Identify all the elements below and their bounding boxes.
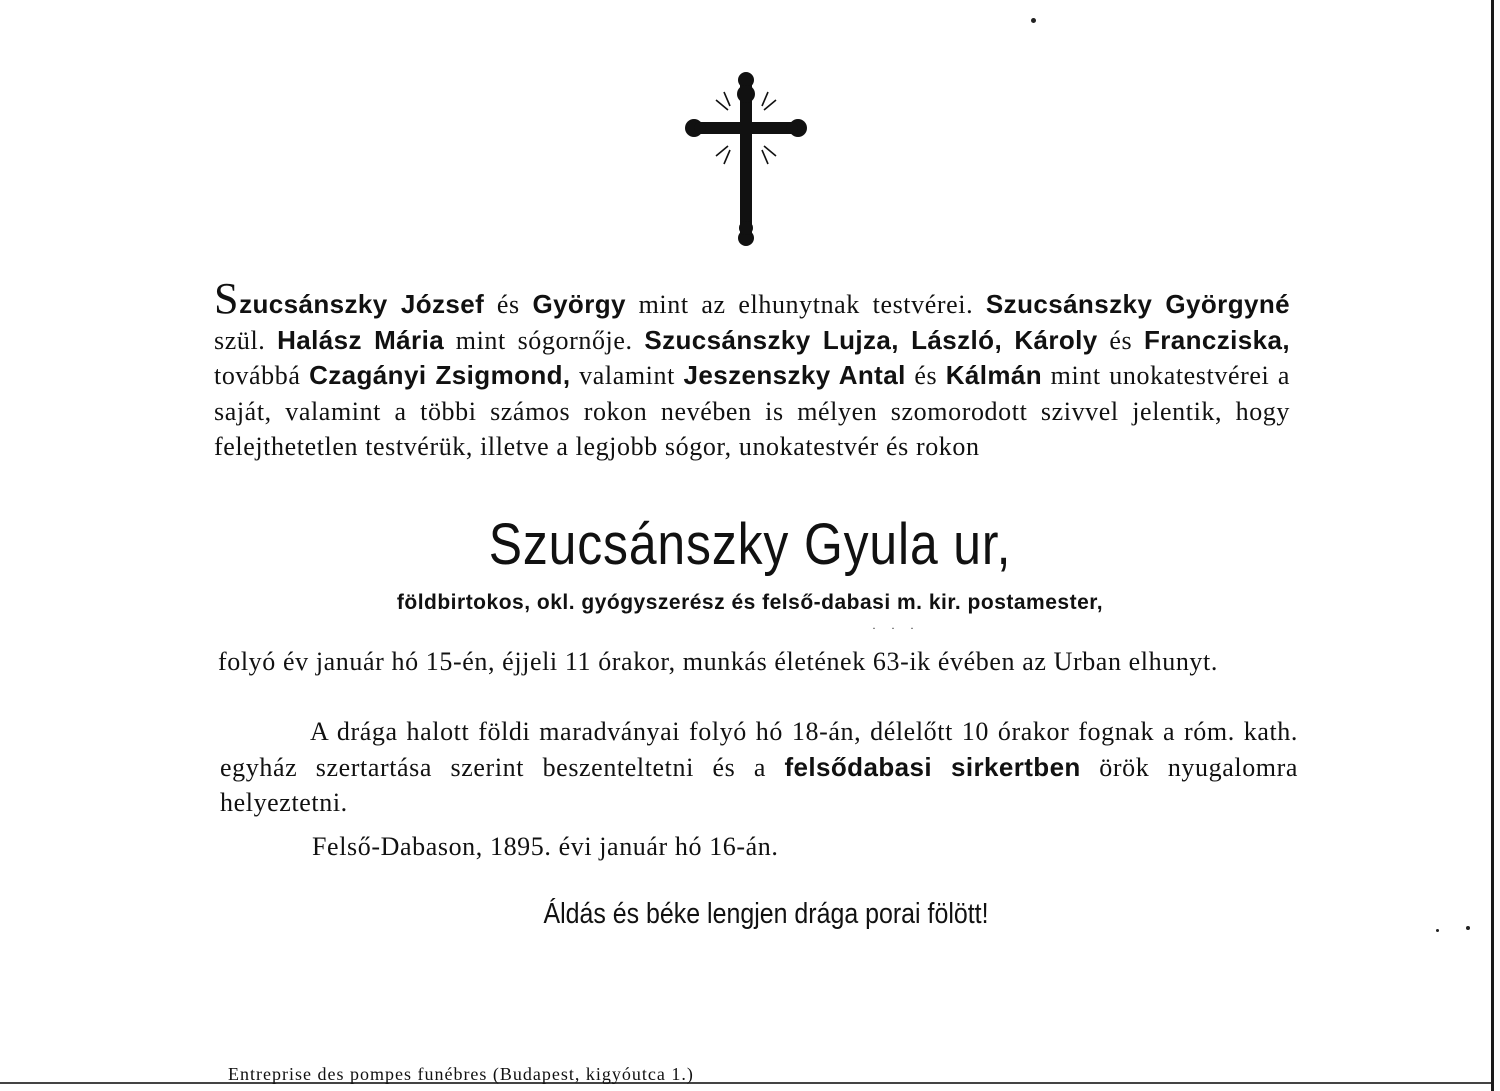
intro-body-text: mint unokatestvérei a saját, valamint a többi számos rokon nevében is mélyen szomorodott szivvel jelentik, hogy felejthetetlen testvérük, illetve a legjobb sógor, unokatestvér és rokon	[214, 361, 1291, 461]
page-edge	[1491, 0, 1494, 1091]
ornament: · · ·	[872, 621, 920, 635]
ink-speck	[1466, 926, 1470, 930]
mourner-name: Francziska,	[1143, 324, 1290, 355]
mourner-name: zucsánszky József	[239, 289, 485, 319]
connector-text: és	[1109, 325, 1133, 355]
connector-text: továbbá	[214, 361, 301, 390]
printer-footer: Entreprise des pompes funébres (Budapest, kigyóutca 1.)	[228, 1064, 694, 1084]
blessing: Áldás és béke lengjen drága porai fölött!	[543, 898, 989, 930]
connector-text: és	[914, 361, 938, 390]
mourner-name: György	[532, 289, 626, 319]
dateline: Felső-Dabason, 1895. évi január hó 16-án.	[312, 832, 779, 861]
connector-text: valamint	[579, 361, 675, 390]
mourner-name: Czagányi Zsigmond,	[309, 360, 571, 390]
relation-text: mint az elhunytnak testvérei.	[638, 290, 974, 319]
mourner-name: Szucsánszky Györgyné	[985, 289, 1290, 319]
connector-text: és	[496, 290, 520, 319]
death-paragraph: folyó év január hó 15-én, éjjeli 11 órakor, munkás életének 63-ik évében az Urban elhunyt.	[218, 647, 1218, 676]
funeral-text: A drága halott földi maradványai folyó hó 18-án, délelőtt 10 órakor fognak a róm. kath. egyház szertartása szerint beszenteltetni és a	[220, 717, 1298, 782]
relation-text: mint sógornője.	[455, 325, 633, 355]
mourner-name: Jeszenszky Antal	[683, 360, 906, 390]
orthodox-cross-icon	[684, 70, 808, 246]
drop-cap: S	[214, 274, 240, 323]
ink-speck	[1436, 929, 1439, 932]
deceased-titles: földbirtokos, okl. gyógyszerész és felső-dabasi m. kir. postamester,	[396, 591, 1104, 614]
intro-paragraph	[214, 274, 1291, 465]
mourner-name: Kálmán	[945, 360, 1043, 390]
mourner-name: Halász Mária	[277, 324, 445, 355]
deceased-name: Szucsánszky Gyula ur,	[488, 512, 1012, 577]
mourner-name: Szucsánszky Lujza, László, Károly	[644, 324, 1098, 355]
funeral-paragraph	[220, 714, 1298, 821]
funeral-end-text: örök nyugalomra helyeztetni.	[220, 752, 1299, 817]
ink-speck	[1031, 18, 1036, 23]
bottom-rule	[0, 1082, 1491, 1084]
funeral-place: felsődabasi sirkertben	[784, 751, 1081, 782]
connector-text: szül.	[214, 325, 266, 355]
